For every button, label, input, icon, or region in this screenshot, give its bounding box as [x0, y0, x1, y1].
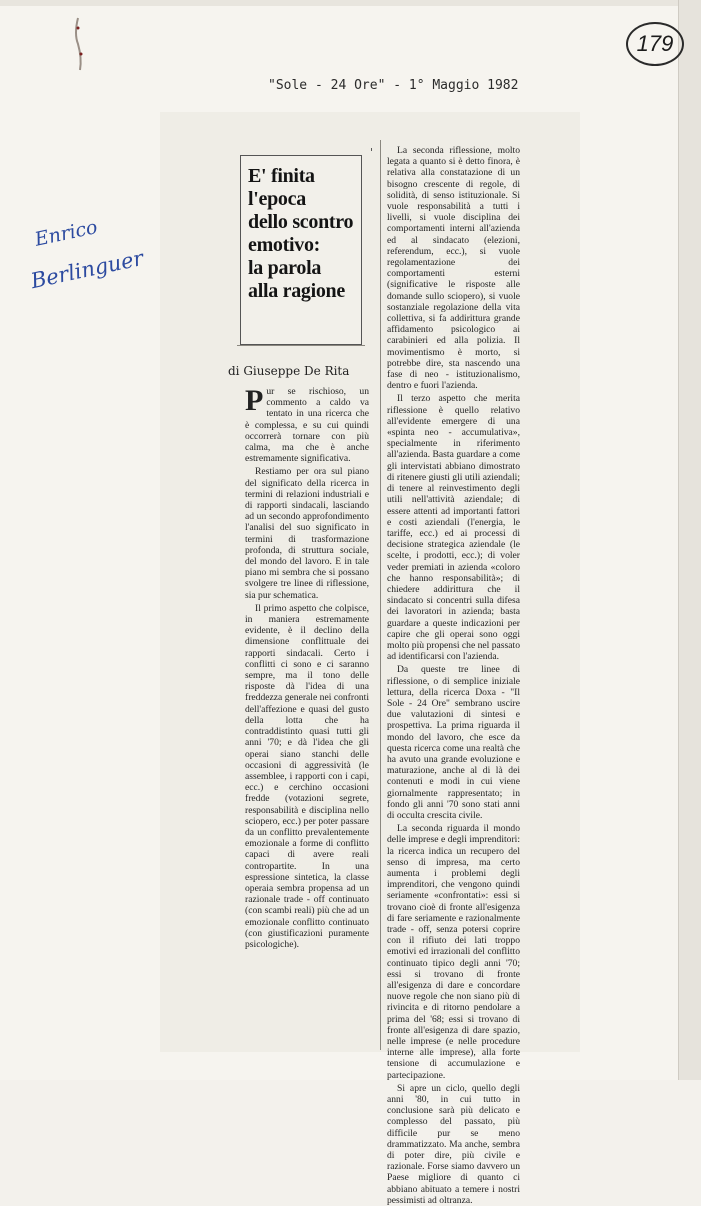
- page-right-edge: [678, 0, 701, 1080]
- headline-rule: [237, 345, 365, 346]
- paragraph: Si apre un ciclo, quello degli anni '80, in cui tutto in conclusione sarà più delicato e complesso del passato, più difficile pur se meno drammatizzato. Ma anche, sembra di poter dire, più civile e razionale. Forse siamo davvero un Paese migliore di quanto ci abbiano abituato a temere i nostri pessimisti ad oltranza.: [387, 1082, 520, 1206]
- staple-mark: [72, 14, 92, 72]
- paragraph: Restiamo per ora sul piano del significato della ricerca in termini di relazioni industriali e di rapporti sindacali, lasciando ad un secondo approfondimento l'analisi del suo significato in termini di trasformazione profonda, di struttura sociale, del mondo del lavoro. E in tale piano mi sembra che si possano svolgere tre linee di riflessione, sia pur schematica.: [245, 466, 369, 601]
- column-divider: [380, 140, 381, 1050]
- paragraph: Il terzo aspetto che merita riflessione è quello relativo all'evidente emergere di una «spinta neo - accumulativa», specialmente in riferimento all'azienda. Basta guardare a come gli intervistati abbiano dimostrato di ritenere giusti gli utili aziendali; di tenere al reinvestimento degli utili nell'attività aziendale; di essere attenti ad importanti fattori e costi aziendali (l'energia, le tariffe, ecc.) ed ai processi di decisione strategica aziendale (le scelte, i prodotti, ecc.); di voler veder premiati in azienda «coloro che hanno responsabilità»; di chiedere addirittura che il sindacato si concentri sulla difesa dei lavoratori in azienda; basta guardare a queste indicazioni per capire che gli operai sono oggi molto più propensi che nel passato ad identificarsi con l'azienda.: [387, 393, 520, 663]
- article-byline: di Giuseppe De Rita: [228, 364, 350, 378]
- paragraph: Da queste tre linee di riflessione, o di semplice iniziale lettura, della ricerca Doxa - "Il Sole - 24 Ore" sembrano uscire due valutazioni di sintesi e prospettiva. La prima riguarda il mondo del lavoro, che esce da questa ricerca come una realtà che ha avuto una grande evoluzione e maturazione, anche al di là dei contenuti e modi in cui viene giornalmente rappresentato; in fondo gli anni '70 sono stati anni di occulta crescita civile.: [387, 664, 520, 821]
- article-column-1: [245, 384, 369, 950]
- margin-mark: ': [370, 146, 374, 159]
- handwritten-last-name: Berlinguer: [28, 245, 146, 294]
- folio-number: 179: [626, 22, 684, 66]
- page-top-edge: [0, 0, 701, 6]
- paragraph: La seconda riguarda il mondo delle imprese e degli imprenditori: la ricerca indica un recupero del senso di impresa, ma certo aumenta i problemi degli imprenditori, che vengono quindi seriamente «confrontati»: essi si trovano cioè di fronte all'esigenza di fare seriamente e razionalmente trade - off, senza potersi coprire con il rifiuto dei lati troppo emotivi ed irrazionali del conflitto continuato tipico degli anni '70; essi si trovano di fronte all'esigenza di dare e concordare nuove regole che non siano più di rivincita e di ritorno pendolare a prima del '68; essi si trovano di fronte all'esigenza di dare spazio, nelle imprese (e nelle procedure interne alle imprese), alla forte tensione di accumulazione e partecipazione.: [387, 823, 520, 1081]
- paragraph: Il primo aspetto che colpisce, in maniera estremamente evidente, è il declino della dimensione conflittuale dei rapporti sindacali. Certo i conflitti ci sono e ci saranno sempre, ma il tono delle risposte dà l'idea di una freddezza generale nei confronti dell'affezione e quasi del gusto della lotta che ha contraddistinto quasi tutti gli anni '70; e dà l'idea che gli operai siano stanchi delle occasioni di aggressività (le assemblee, i rapporti con i capi, ecc.) e cerchino occasioni fredde (votazioni segrete, responsabilità e disciplina nello sciopero, ecc.) per poter passare da un conflitto prevalentemente emozionale a forme di conflitto capaci di avere reali contropartite. In una espressione sintetica, la classe operaia sembra propensa ad un razionale trade - off continuato (con scambi reali) più che ad un emozionale conflitto continuato (con giustificazioni puramente psicologiche).: [245, 602, 369, 950]
- drop-cap: P: [245, 384, 264, 417]
- source-line: "Sole - 24 Ore" - 1° Maggio 1982: [268, 78, 519, 93]
- paragraph: Pur se rischioso, un commento a caldo va tentato in una ricerca che è complessa, e su cui quindi occorrerà tornare con più calma, ma che è anche estremamente significativa.: [245, 384, 369, 465]
- article-headline: E' finita l'epoca dello scontro emotivo: la parola alla ragione: [248, 165, 354, 302]
- handwritten-first-name: Enrico: [32, 216, 100, 251]
- paragraph: La seconda riflessione, molto legata a quanto si è detto finora, è relativa alla constatazione di un bisogno crescente di regole, di solidità, di senso istituzionale. Si vuole responsabilità a tutti i livelli, si vuole disciplina dei comportamenti interni all'azienda ed al sindacato (elezioni, referendum, ecc.), si vuole regolamentazione dei comportamenti esterni (significative le risposte alle domande sullo sciopero), si vuole sostanziale regolazione della vita collettiva, si fa addirittura grande affidamento psicologico ai carabinieri ed alla polizia. Il movimentismo è morto, si potrebbe dire, sta nascendo una fase di neo - istituzionalismo, dentro e fuori l'azienda.: [387, 145, 520, 392]
- article-column-2: [387, 145, 520, 1206]
- handwritten-note: [28, 216, 146, 338]
